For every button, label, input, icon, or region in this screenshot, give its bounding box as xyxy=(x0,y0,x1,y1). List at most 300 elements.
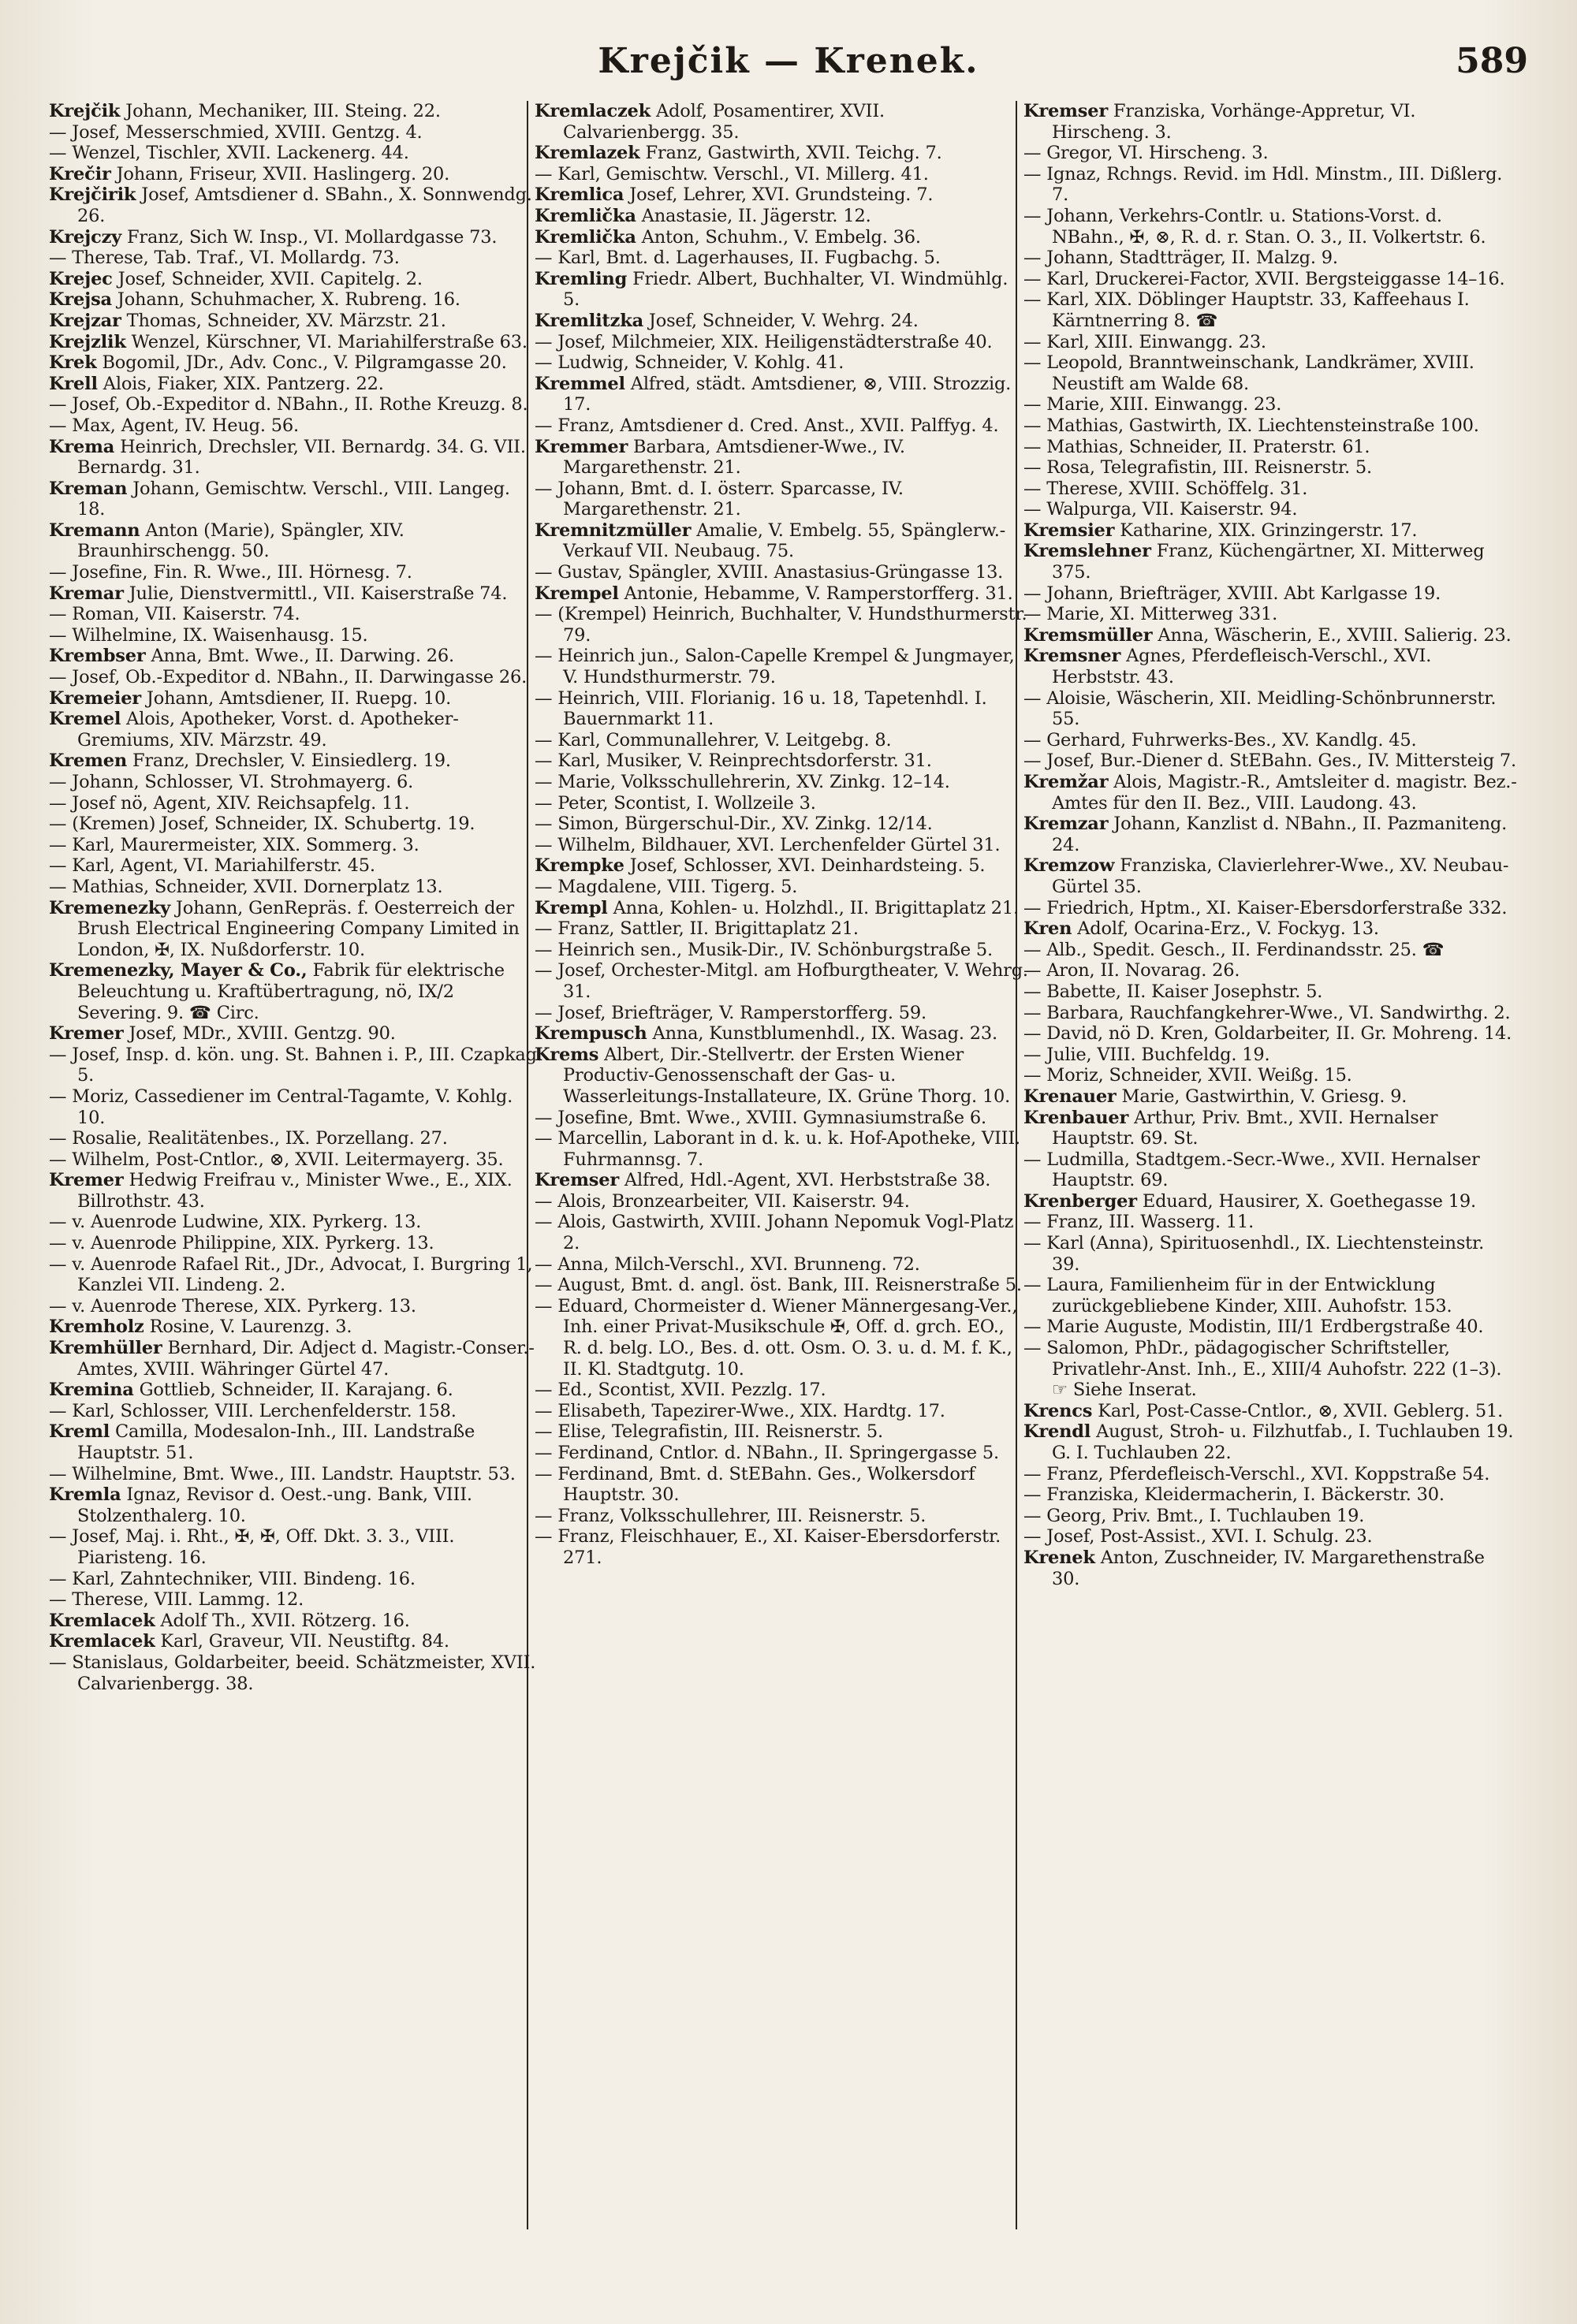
entry-details: Franz, Gastwirth, XVII. Teichg. 7. xyxy=(639,143,942,164)
directory-entry xyxy=(1023,1212,1517,1233)
directory-entry xyxy=(1023,604,1517,625)
entry-surname: Kreman xyxy=(49,478,128,499)
entry-details: — Josef, Milchmeier, XIX. Heiligenstädterstraße 40. xyxy=(535,331,993,352)
directory-entry xyxy=(49,625,542,646)
entry-details: — Heinrich jun., Salon-Capelle Krempel & Jungmayer, V. Hundsthurmerstr. 79. xyxy=(535,646,1015,688)
directory-entry xyxy=(1023,1547,1517,1589)
directory-entry xyxy=(535,101,1028,143)
directory-entry xyxy=(49,227,542,248)
entry-details: Franziska, Clavierlehrer-Wwe., XV. Neubau-Gürtel 35. xyxy=(1052,855,1509,897)
entry-details: — Alois, Gastwirth, XVIII. Johann Nepomuk Vogl-Platz 2. xyxy=(535,1212,1014,1254)
directory-entry xyxy=(1023,1003,1517,1024)
entry-details: — (Krempel) Heinrich, Buchhalter, V. Hundsthurmerstr. 79. xyxy=(535,604,1027,646)
directory-entry xyxy=(535,835,1028,856)
entry-details: — Salomon, PhDr., pädagogischer Schriftsteller, Privatlehr-Anst. Inh., E., XIII/4 Auhofstr. 222 (1–3). ☞ Siehe Inserat. xyxy=(1023,1338,1502,1401)
directory-entry xyxy=(1023,206,1517,248)
entry-details: — Alb., Spedit. Gesch., II. Ferdinandsstr. 25. ☎ xyxy=(1023,939,1445,960)
entry-details: Josef, Schneider, V. Wehrg. 24. xyxy=(643,310,919,331)
entry-surname: Kremar xyxy=(49,583,124,604)
entry-surname: Kremzar xyxy=(1023,814,1109,835)
entry-details: — Wenzel, Tischler, XVII. Lackenerg. 44. xyxy=(49,143,409,164)
entry-details: — Wilhelmine, Bmt. Wwe., III. Landstr. Hauptstr. 53. xyxy=(49,1463,516,1484)
entry-surname: Kremser xyxy=(535,1170,619,1191)
directory-entry xyxy=(535,1401,1028,1422)
entry-details: Josef, Schlosser, XVI. Deinhardsteing. 5. xyxy=(624,855,986,877)
entry-surname: Kremmer xyxy=(535,436,628,457)
entry-details: — Karl, Maurermeister, XIX. Sommerg. 3. xyxy=(49,834,419,855)
directory-entry xyxy=(49,1589,542,1611)
entry-details: — Heinrich sen., Musik-Dir., IV. Schönburgstraße 5. xyxy=(535,939,993,960)
directory-entry xyxy=(1023,101,1517,143)
directory-entry xyxy=(49,1128,542,1149)
directory-entry xyxy=(535,583,1028,605)
directory-entry xyxy=(535,1170,1028,1191)
directory-entry xyxy=(49,1631,542,1652)
directory-entry xyxy=(1023,332,1517,353)
entry-details: — Laura, Familienheim für in der Entwicklung zurückgebliebene Kinder, XIII. Auhofstr. 153. xyxy=(1023,1275,1452,1317)
entry-details: — Josef, Messerschmied, XVIII. Gentzg. 4. xyxy=(49,121,423,143)
directory-entry xyxy=(1023,1401,1517,1422)
entry-details: Franz, Sich W. Insp., VI. Mollardgasse 73. xyxy=(121,226,498,248)
directory-entry xyxy=(1023,688,1517,730)
directory-entry xyxy=(49,479,542,520)
entry-details: Alois, Apotheker, Vorst. d. Apotheker-Gremiums, XIV. Märzstr. 49. xyxy=(77,709,459,750)
directory-entry xyxy=(49,1233,542,1254)
directory-entry xyxy=(535,1275,1028,1296)
directory-entry xyxy=(535,688,1028,730)
directory-entry xyxy=(1023,437,1517,458)
entry-details: — Johann, Bmt. d. I. österr. Sparcasse, IV. Margarethenstr. 21. xyxy=(535,478,904,520)
directory-entry xyxy=(1023,1338,1517,1401)
directory-entry xyxy=(535,646,1028,687)
entry-details: — Stanislaus, Goldarbeiter, beeid. Schätzmeister, XVII. Calvarienbergg. 38. xyxy=(49,1652,536,1694)
directory-entry xyxy=(535,898,1028,919)
directory-entry xyxy=(1023,1086,1517,1108)
entry-details: — Georg, Priv. Bmt., I. Tuchlauben 19. xyxy=(1023,1505,1365,1526)
entry-details: — Walpurga, VII. Kaiserstr. 94. xyxy=(1023,499,1298,520)
entry-details: — Max, Agent, IV. Heug. 56. xyxy=(49,415,299,436)
entry-details: — Wilhelm, Bildhauer, XVI. Lerchenfelder Gürtel 31. xyxy=(535,834,1001,855)
directory-entry xyxy=(49,667,542,688)
entry-details: Bogomil, JDr., Adv. Conc., V. Pilgramgasse 20. xyxy=(96,352,507,374)
entry-details: Barbara, Amtsdiener-Wwe., IV. Margarethenstr. 21. xyxy=(563,436,905,479)
entry-details: — August, Bmt. d. angl. öst. Bank, III. Reisnerstraße 5. xyxy=(535,1275,1022,1296)
entry-surname: Kremslehner xyxy=(1023,541,1151,562)
directory-entry xyxy=(1023,1317,1517,1338)
directory-entry xyxy=(535,415,1028,437)
entry-details: — Mathias, Schneider, II. Praterstr. 61. xyxy=(1023,436,1370,457)
entry-surname: Kremling xyxy=(535,268,628,289)
entry-surname: Kremina xyxy=(49,1380,134,1401)
directory-entry xyxy=(49,311,542,332)
entry-details: — Ferdinand, Bmt. d. StEBahn. Ges., Wolkersdorf Hauptstr. 30. xyxy=(535,1463,975,1506)
entry-surname: Kremlička xyxy=(535,226,636,248)
entry-details: Julie, Dienstvermittl., VII. Kaiserstraße 74. xyxy=(123,583,508,604)
directory-entry xyxy=(535,750,1028,772)
directory-entry xyxy=(49,415,542,437)
directory-entry xyxy=(1023,479,1517,500)
entry-details: — Karl, Schlosser, VIII. Lerchenfelderstr. 158. xyxy=(49,1400,457,1421)
directory-entry xyxy=(49,289,542,311)
directory-entry xyxy=(49,248,542,269)
entry-details: — Johann, Briefträger, XVIII. Abt Karlgasse 19. xyxy=(1023,583,1441,604)
entry-surname: Kren xyxy=(1023,918,1072,940)
running-head xyxy=(0,41,1577,88)
entry-details: — Moriz, Cassediener im Central-Tagamte, V. Kohlg. 10. xyxy=(49,1086,513,1128)
entry-details: Albert, Dir.-Stellvertr. der Ersten Wiener Productiv-Genossenschaft der Gas- u. Wasserleitungs-Installateure, IX. Grüne Thorg. 10. xyxy=(563,1044,1011,1107)
entry-surname: Kremlica xyxy=(535,184,624,206)
entry-details: — Marie, XIII. Einwangg. 23. xyxy=(1023,394,1282,415)
directory-entry xyxy=(1023,394,1517,415)
entry-surname: Krempl xyxy=(535,897,608,918)
entry-details: — Josefine, Fin. R. Wwe., III. Hörnesg. 7. xyxy=(49,562,412,583)
entry-surname: Kremlitzka xyxy=(535,310,643,331)
entry-details: — Magdalene, VIII. Tigerg. 5. xyxy=(535,876,798,897)
directory-entry xyxy=(535,772,1028,793)
entry-details: Bernhard, Dir. Adject d. Magistr.-Conser.-Amtes, XVIII. Währinger Gürtel 47. xyxy=(77,1338,535,1380)
directory-entry xyxy=(535,1380,1028,1401)
entry-details: Anna, Wäscherin, E., XVIII. Salierig. 23. xyxy=(1152,624,1512,646)
directory-entry xyxy=(1023,750,1517,772)
directory-entry xyxy=(1023,1275,1517,1317)
entry-details: — Therese, Tab. Traf., VI. Mollardg. 73. xyxy=(49,248,400,269)
entry-details: — Franz, Sattler, II. Brigittaplatz 21. xyxy=(535,918,859,940)
entry-details: Katharine, XIX. Grinzingerstr. 17. xyxy=(1114,520,1418,541)
directory-entry xyxy=(535,1443,1028,1464)
entry-details: — Franz, Volksschullehrer, III. Reisnerstr. 5. xyxy=(535,1505,926,1526)
directory-entry xyxy=(49,835,542,856)
directory-entry xyxy=(1023,730,1517,751)
entry-surname: Krenek xyxy=(1023,1547,1095,1568)
entry-details: — Heinrich, VIII. Florianig. 16 u. 18, Tapetenhdl. I. Bauernmarkt 11. xyxy=(535,687,987,730)
directory-entry xyxy=(49,1380,542,1401)
directory-entry xyxy=(1023,457,1517,479)
entry-details: — Elisabeth, Tapezirer-Wwe., XIX. Hardtg. 17. xyxy=(535,1400,945,1421)
directory-entry xyxy=(535,184,1028,206)
directory-entry xyxy=(535,1023,1028,1045)
page-title: Krejčik — Krenek. xyxy=(598,41,979,81)
column-left xyxy=(49,101,542,1694)
entry-details: — Ignaz, Rchngs. Revid. im Hdl. Minstm., III. Dißlerg. 7. xyxy=(1023,163,1503,206)
entry-details: — Karl, Zahntechniker, VIII. Bindeng. 16. xyxy=(49,1568,416,1589)
entry-surname: Kremmel xyxy=(535,373,625,394)
entry-surname: Krečir xyxy=(49,163,111,184)
directory-entry xyxy=(535,1421,1028,1443)
entry-details: Adolf Th., XVII. Rötzerg. 16. xyxy=(155,1610,410,1631)
entry-details: Eduard, Hausirer, X. Goethegasse 19. xyxy=(1136,1190,1476,1212)
entry-details: Antonie, Hebamme, V. Ramperstorfferg. 31. xyxy=(618,583,1013,604)
entry-details: — Gregor, VI. Hirscheng. 3. xyxy=(1023,143,1269,164)
directory-entry xyxy=(535,352,1028,374)
entry-details: — Wilhelmine, IX. Waisenhausg. 15. xyxy=(49,624,368,646)
column-right xyxy=(1023,101,1517,1589)
directory-entry xyxy=(1023,940,1517,961)
directory-entry xyxy=(535,332,1028,353)
entry-details: Anton, Schuhm., V. Embelg. 36. xyxy=(636,226,921,248)
directory-entry xyxy=(1023,960,1517,981)
directory-entry xyxy=(1023,1233,1517,1275)
entry-details: — Barbara, Rauchfangkehrer-Wwe., VI. Sandwirthg. 2. xyxy=(1023,1002,1511,1023)
directory-entry xyxy=(49,332,542,353)
entry-surname: Krejczy xyxy=(49,226,122,248)
entry-surname: Kremenezky xyxy=(49,897,170,918)
directory-entry xyxy=(1023,248,1517,269)
entry-details: Karl, Post-Casse-Cntlor., ⊗, XVII. Geblerg. 51. xyxy=(1092,1400,1504,1421)
entry-surname: Kremholz xyxy=(49,1317,144,1338)
directory-entry xyxy=(49,688,542,709)
entry-details: — Marie, Volksschullehrerin, XV. Zinkg. 12–14. xyxy=(535,772,950,792)
entry-details: Alois, Fiaker, XIX. Pantzerg. 22. xyxy=(97,373,384,394)
entry-details: Gottlieb, Schneider, II. Karajang. 6. xyxy=(133,1380,453,1401)
entry-details: Ignaz, Revisor d. Oest.-ung. Bank, VIII. Stolzenthalerg. 10. xyxy=(77,1484,472,1526)
directory-entry xyxy=(1023,143,1517,164)
entry-details: Hedwig Freifrau v., Minister Wwe., E., XIX. Billrothstr. 43. xyxy=(77,1170,513,1212)
directory-entry xyxy=(1023,520,1517,542)
directory-entry xyxy=(1023,1065,1517,1086)
directory-entry xyxy=(49,1464,542,1485)
directory-entry xyxy=(535,248,1028,269)
directory-entry xyxy=(535,1464,1028,1506)
directory-entry xyxy=(535,1526,1028,1568)
entry-details: — Karl, Communallehrer, V. Leitgebg. 8. xyxy=(535,729,892,750)
directory-entry xyxy=(1023,1506,1517,1527)
directory-entry xyxy=(49,604,542,625)
directory-entry xyxy=(49,583,542,605)
entry-surname: Krempke xyxy=(535,855,624,877)
entry-details: — Rosa, Telegrafistin, III. Reisnerstr. 5. xyxy=(1023,457,1372,479)
directory-entry xyxy=(1023,1421,1517,1463)
directory-entry xyxy=(535,918,1028,940)
entry-surname: Kremenezky, Mayer & Co., xyxy=(49,960,308,981)
directory-entry xyxy=(49,184,542,226)
directory-entry xyxy=(1023,814,1517,855)
entry-surname: Kremhüller xyxy=(49,1338,162,1359)
entry-details: Agnes, Pferdefleisch-Verschl., XVI. Herbststr. 43. xyxy=(1052,646,1432,688)
entry-details: — Johann, Stadtträger, II. Malzg. 9. xyxy=(1023,248,1338,269)
entry-details: — Karl, Agent, VI. Mariahilferstr. 45. xyxy=(49,855,375,877)
entry-details: Johann, Mechaniker, III. Steing. 22. xyxy=(120,101,441,121)
entry-details: — Friedrich, Hptm., XI. Kaiser-Ebersdorferstraße 332. xyxy=(1023,897,1508,918)
entry-details: Anna, Bmt. Wwe., II. Darwing. 26. xyxy=(145,646,454,667)
entry-surname: Kremsner xyxy=(1023,646,1121,667)
entry-details: — Johann, Schlosser, VI. Strohmayerg. 6. xyxy=(49,772,414,792)
entry-details: August, Stroh- u. Filzhutfab., I. Tuchlauben 19. G. I. Tuchlauben 22. xyxy=(1052,1421,1514,1463)
directory-entry xyxy=(535,1296,1028,1380)
directory-entry xyxy=(1023,772,1517,814)
directory-entry xyxy=(49,1254,542,1296)
entry-details: — Alois, Bronzearbeiter, VII. Kaiserstr. 94. xyxy=(535,1190,910,1212)
entry-details: Alfred, Hdl.-Agent, XVI. Herbststraße 38. xyxy=(618,1170,991,1191)
directory-entry xyxy=(535,437,1028,479)
directory-entry xyxy=(535,1003,1028,1024)
directory-entry xyxy=(49,352,542,374)
entry-surname: Kremann xyxy=(49,520,140,541)
entry-surname: Kremlazek xyxy=(535,143,640,164)
entry-details: — Josef, Ob.-Expeditor d. NBahn., II. Darwingasse 26. xyxy=(49,667,528,688)
entry-surname: Krembser xyxy=(49,646,146,667)
entry-surname: Kremžar xyxy=(1023,772,1109,792)
entry-details: — Karl, XIII. Einwangg. 23. xyxy=(1023,331,1266,352)
entry-details: — Johann, Verkehrs-Contlr. u. Stations-Vorst. d. NBahn., ✠, ⊗, R. d. r. Stan. O. 3., II. Volkertstr. 6. xyxy=(1023,205,1486,248)
directory-entry xyxy=(49,1086,542,1128)
entry-surname: Kremlička xyxy=(535,205,636,226)
entry-surname: Kremel xyxy=(49,709,121,730)
directory-entry xyxy=(535,520,1028,562)
entry-details: Camilla, Modesalon-Inh., III. Landstraße Hauptstr. 51. xyxy=(77,1421,475,1463)
directory-entry xyxy=(535,960,1028,1002)
entry-details: — Karl, Gemischtw. Verschl., VI. Millerg. 41. xyxy=(535,163,929,184)
directory-entry xyxy=(49,709,542,750)
directory-entry xyxy=(1023,1045,1517,1066)
entry-details: Josef, MDr., XVIII. Gentzg. 90. xyxy=(123,1023,396,1045)
directory-entry xyxy=(1023,269,1517,290)
entry-details: — Elise, Telegrafistin, III. Reisnerstr. 5. xyxy=(535,1421,883,1443)
entry-details: Arthur, Priv. Bmt., XVII. Hernalser Hauptstr. 69. St. xyxy=(1052,1107,1438,1149)
directory-entry xyxy=(49,1652,542,1694)
directory-entry xyxy=(1023,1484,1517,1506)
entry-surname: Krems xyxy=(535,1044,599,1065)
entry-details: Franziska, Vorhänge-Appretur, VI. Hirscheng. 3. xyxy=(1052,101,1416,143)
directory-entry xyxy=(49,562,542,583)
entry-details: Fabrik für elektrische Beleuchtung u. Kraftübertragung, nö, IX/2 Severing. 9. ☎ Circ. xyxy=(77,960,505,1023)
entry-details: — v. Auenrode Therese, XIX. Pyrkerg. 13. xyxy=(49,1295,416,1317)
entry-details: — Marie Auguste, Modistin, III/1 Erdbergstraße 40. xyxy=(1023,1317,1484,1338)
directory-entry xyxy=(1023,646,1517,687)
entry-surname: Krema xyxy=(49,436,115,457)
directory-entry xyxy=(49,1149,542,1171)
entry-details: — Leopold, Branntweinschank, Landkrämer, XVIII. Neustift am Walde 68. xyxy=(1023,352,1474,394)
entry-surname: Krendl xyxy=(1023,1421,1091,1443)
entry-details: — Ed., Scontist, XVII. Pezzlg. 17. xyxy=(535,1380,826,1401)
entry-surname: Kremen xyxy=(49,750,128,772)
directory-entry xyxy=(535,562,1028,583)
directory-entry xyxy=(49,437,542,479)
entry-details: Anton, Zuschneider, IV. Margarethenstraße 30. xyxy=(1052,1547,1485,1589)
entry-details: — Franziska, Kleidermacherin, I. Bäckerstr. 30. xyxy=(1023,1484,1445,1506)
directory-entry xyxy=(49,1611,542,1632)
entry-details: — v. Auenrode Ludwine, XIX. Pyrkerg. 13. xyxy=(49,1212,422,1233)
directory-entry xyxy=(49,394,542,415)
directory-entry xyxy=(535,1191,1028,1212)
entry-surname: Kremlacek xyxy=(49,1631,155,1652)
directory-entry xyxy=(49,1212,542,1233)
entry-details: — Josef, Insp. d. kön. ung. St. Bahnen i. P., III. Czapkag. 5. xyxy=(49,1044,542,1086)
directory-entry xyxy=(535,855,1028,877)
entry-details: — Franz, Amtsdiener d. Cred. Anst., XVII. Palffyg. 4. xyxy=(535,415,999,436)
entry-details: — Babette, II. Kaiser Josephstr. 5. xyxy=(1023,981,1323,1002)
entry-surname: Krenbauer xyxy=(1023,1107,1129,1128)
directory-entry xyxy=(49,122,542,143)
entry-details: — Karl, XIX. Döblinger Hauptstr. 33, Kaffeehaus I. Kärntnerring 8. ☎ xyxy=(1023,289,1470,331)
entry-details: — David, nö D. Kren, Goldarbeiter, II. Gr. Mohreng. 14. xyxy=(1023,1023,1512,1045)
directory-entry xyxy=(49,898,542,961)
entry-surname: Krejec xyxy=(49,268,113,289)
entry-surname: Kremsier xyxy=(1023,520,1115,541)
entry-surname: Krejčik xyxy=(49,101,121,121)
entry-details: Johann, Amtsdiener, II. Ruepg. 10. xyxy=(140,687,452,709)
entry-details: Anna, Kohlen- u. Holzhdl., II. Brigittaplatz 21. xyxy=(607,897,1019,918)
entry-details: Alfred, städt. Amtsdiener, ⊗, VIII. Strozzig. 17. xyxy=(563,373,1012,415)
directory-entry xyxy=(535,1506,1028,1527)
entry-details: — Josef, Post-Assist., XVI. I. Schulg. 23. xyxy=(1023,1526,1373,1547)
directory-entry xyxy=(1023,625,1517,646)
entry-details: Heinrich, Drechsler, VII. Bernardg. 34. G. VII. Bernardg. 31. xyxy=(77,436,526,479)
directory-entry xyxy=(535,269,1028,311)
entry-details: — Josef nö, Agent, XIV. Reichsapfelg. 11. xyxy=(49,792,410,814)
entry-details: Franz, Küchengärtner, XI. Mitterweg 375. xyxy=(1052,541,1485,583)
entry-details: — Marie, XI. Mitterweg 331. xyxy=(1023,604,1278,625)
entry-details: Johann, GenRepräs. f. Oesterreich der Brush Electrical Engineering Company Limited in London, ✠, IX. Nußdorferstr. 10. xyxy=(77,897,520,960)
entry-details: — Franz, III. Wasserg. 11. xyxy=(1023,1212,1255,1233)
directory-entry xyxy=(49,1484,542,1526)
entry-surname: Kremlacek xyxy=(49,1610,155,1631)
directory-entry xyxy=(1023,289,1517,331)
entry-details: — Roman, VII. Kaiserstr. 74. xyxy=(49,604,300,625)
entry-details: Anna, Kunstblumenhdl., IX. Wasag. 23. xyxy=(647,1023,997,1045)
directory-entry xyxy=(535,164,1028,185)
directory-entry xyxy=(535,1045,1028,1108)
entry-details: — Simon, Bürgerschul-Dir., XV. Zinkg. 12/14. xyxy=(535,814,933,835)
entry-details: — Josefine, Bmt. Wwe., XVIII. Gymnasiumstraße 6. xyxy=(535,1107,986,1128)
directory-entry xyxy=(1023,981,1517,1003)
entry-surname: Krenberger xyxy=(1023,1190,1137,1212)
entry-details: — Aron, II. Novarag. 26. xyxy=(1023,960,1240,981)
entry-surname: Kremsmüller xyxy=(1023,624,1153,646)
entry-surname: Krejčirik xyxy=(49,184,136,206)
entry-details: Thomas, Schneider, XV. Märzstr. 21. xyxy=(121,310,446,331)
directory-entry xyxy=(49,1045,542,1086)
directory-entry xyxy=(1023,1191,1517,1212)
entry-details: Alois, Magistr.-R., Amtsleiter d. magistr. Bez.-Amtes für den II. Bez., VIII. Laudong. 43. xyxy=(1052,772,1517,814)
directory-entry xyxy=(49,855,542,877)
directory-entry xyxy=(49,143,542,164)
entry-details: — Ludmilla, Stadtgem.-Secr.-Wwe., XVII. Hernalser Hauptstr. 69. xyxy=(1023,1149,1480,1191)
entry-details: Amalie, V. Embelg. 55, Spänglerw.-Verkauf VII. Neubaug. 75. xyxy=(563,520,1006,562)
entry-surname: Krejzar xyxy=(49,310,121,331)
directory-entry xyxy=(49,1569,542,1590)
directory-entry xyxy=(49,1338,542,1380)
entry-details: — Gustav, Spängler, XVIII. Anastasius-Grüngasse 13. xyxy=(535,562,1004,583)
directory-entry xyxy=(49,750,542,772)
directory-entry xyxy=(535,227,1028,248)
directory-entry xyxy=(49,1401,542,1422)
entry-details: — Karl (Anna), Spirituosenhdl., IX. Liechtensteinstr. 39. xyxy=(1023,1233,1485,1275)
entry-details: — Karl, Musiker, V. Reinprechtsdorferstr. 31. xyxy=(535,750,932,772)
directory-entry xyxy=(1023,499,1517,520)
entry-surname: Krempel xyxy=(535,583,619,604)
directory-entry xyxy=(1023,1108,1517,1149)
entry-details: — Josef, Ob.-Expeditor d. NBahn., II. Rothe Kreuzg. 8. xyxy=(49,394,528,415)
entry-details: — Gerhard, Fuhrwerks-Bes., XV. Kandlg. 45. xyxy=(1023,729,1417,750)
entry-details: Rosine, V. Laurenzg. 3. xyxy=(144,1317,352,1338)
directory-entry xyxy=(535,1108,1028,1129)
directory-entry xyxy=(1023,1023,1517,1045)
directory-entry xyxy=(49,1526,542,1568)
directory-entry xyxy=(1023,583,1517,605)
entry-surname: Krencs xyxy=(1023,1400,1093,1421)
directory-entry xyxy=(1023,164,1517,206)
entry-surname: Kremer xyxy=(49,1170,124,1191)
entry-details: — Josef, Maj. i. Rht., ✠, ✠, Off. Dkt. 3. 3., VIII. Piaristeng. 16. xyxy=(49,1526,455,1568)
entry-details: — Eduard, Chormeister d. Wiener Männergesang-Ver., Inh. einer Privat-Musikschule ✠, Off. d. grch. EO., R. d. belg. LO., Bes. d. ott. Osm. O. 3. u. d. M. f. K., II. Kl. Stadtgutg. 10. xyxy=(535,1295,1018,1380)
directory-entry xyxy=(49,793,542,814)
entry-surname: Krejzlik xyxy=(49,331,126,352)
entry-surname: Kremla xyxy=(49,1484,121,1506)
directory-entry xyxy=(535,940,1028,961)
directory-entry xyxy=(535,479,1028,520)
entry-details: — Josef, Orchester-Mitgl. am Hofburgtheater, V. Wehrg. 31. xyxy=(535,960,1028,1002)
entry-details: — Marcellin, Laborant in d. k. u. k. Hof-Apotheke, VIII. Fuhrmannsg. 7. xyxy=(535,1128,1020,1170)
